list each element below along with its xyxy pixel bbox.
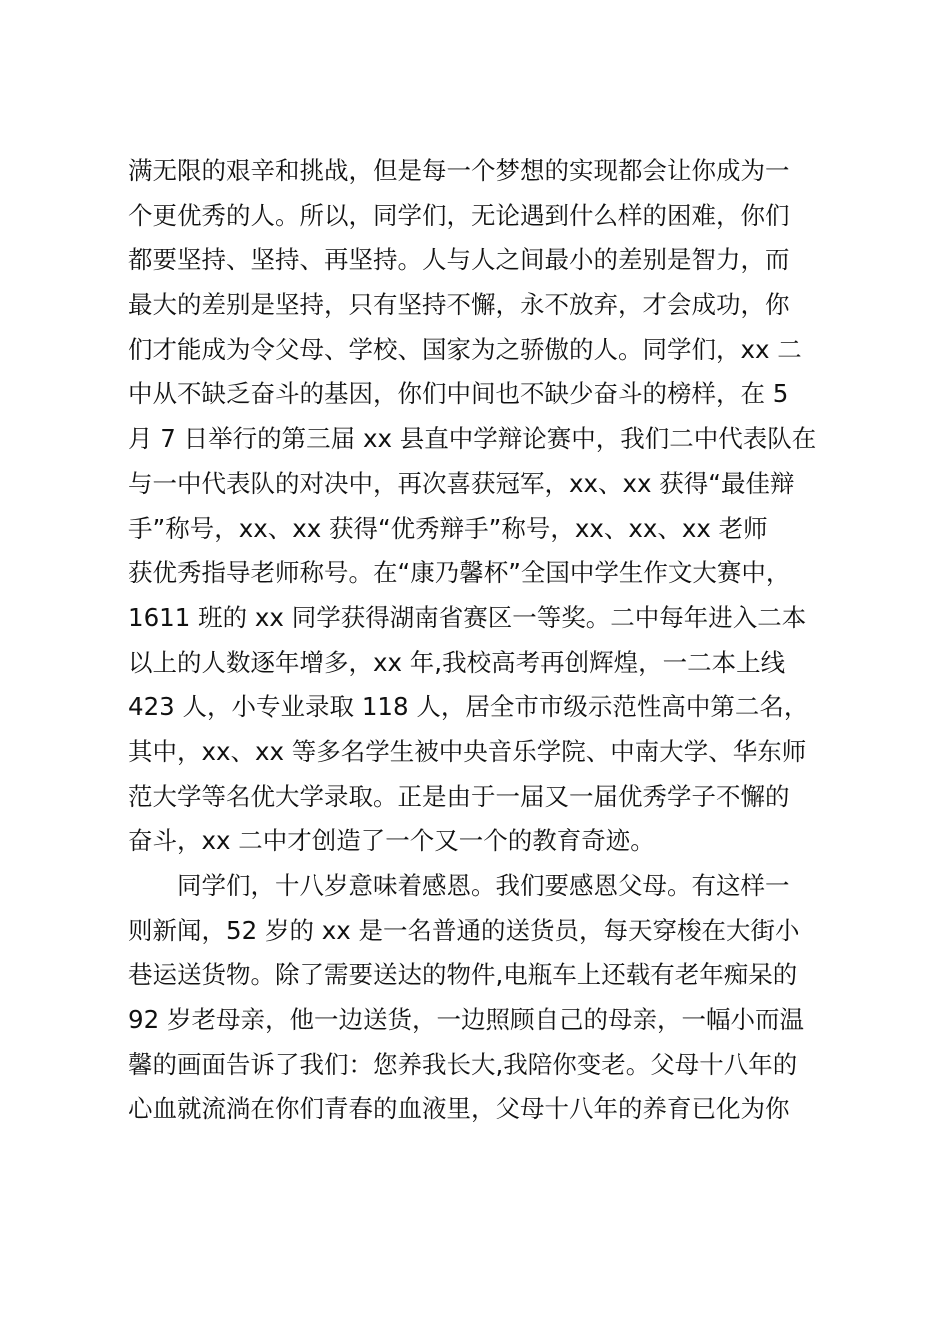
text-line: 巷运送货物。除了需要送达的物件,电瓶车上还载有老年痴呆的 — [128, 960, 798, 990]
text-line: 423 人，小专业录取 118 人，居全市市级示范性高中第二名， — [128, 692, 809, 722]
text-line: 都要坚持、坚持、再坚持。人与人之间最小的差别是智力，而 — [128, 245, 790, 275]
text-line: 获优秀指导老师称号。在“康乃馨杯”全国中学生作文大赛中， — [128, 558, 791, 588]
text-line: 个更优秀的人。所以，同学们，无论遇到什么样的困难，你们 — [128, 200, 790, 230]
text-line: 范大学等名优大学录取。正是由于一届又一届优秀学子不懈的 — [128, 781, 790, 811]
text-line: 馨的画面告诉了我们：您养我长大,我陪你变老。父母十八年的 — [128, 1049, 798, 1079]
text-line: 们才能成为令父母、学校、国家为之骄傲的人。同学们，xx 二 — [128, 334, 802, 364]
text-line: 中从不缺乏奋斗的基因，你们中间也不缺少奋斗的榜样，在 5 — [128, 379, 789, 409]
text-line: 1611 班的 xx 同学获得湖南省赛区一等奖。二中每年进入二本 — [128, 602, 807, 632]
paragraph-first-line: 同学们，十八岁意味着感恩。我们要感恩父母。有这样一 — [177, 871, 790, 900]
text-line: 其中，xx、xx 等多名学生被中央音乐学院、中南大学、华东师 — [128, 736, 807, 766]
body-text — [128, 149, 838, 1132]
text-line: 手”称号，xx、xx 获得“优秀辩手”称号，xx、xx、xx 老师 — [128, 513, 768, 543]
text-line: 满无限的艰辛和挑战，但是每一个梦想的实现都会让你成为一 — [128, 156, 790, 185]
text-line: 奋斗，xx 二中才创造了一个又一个的教育奇迹。 — [128, 826, 655, 856]
text-line: 月 7 日举行的第三届 xx 县直中学辩论赛中，我们二中代表队在 — [128, 424, 817, 454]
text-line: 92 岁老母亲，他一边送货，一边照顾自己的母亲，一幅小而温 — [128, 1005, 804, 1035]
text-line: 与一中代表队的对决中，再次喜获冠军，xx、xx 获得“最佳辩 — [128, 468, 795, 498]
text-line: 以上的人数逐年增多，xx 年,我校高考再创辉煌，一二本上线 — [128, 647, 786, 677]
text-line: 最大的差别是坚持，只有坚持不懈，永不放弃，才会成功，你 — [128, 290, 790, 320]
text-line: 则新闻，52 岁的 xx 是一名普通的送货员，每天穿梭在大街小 — [128, 915, 800, 945]
text-line: 心血就流淌在你们青春的血液里，父母十八年的养育已化为你 — [128, 1094, 790, 1124]
